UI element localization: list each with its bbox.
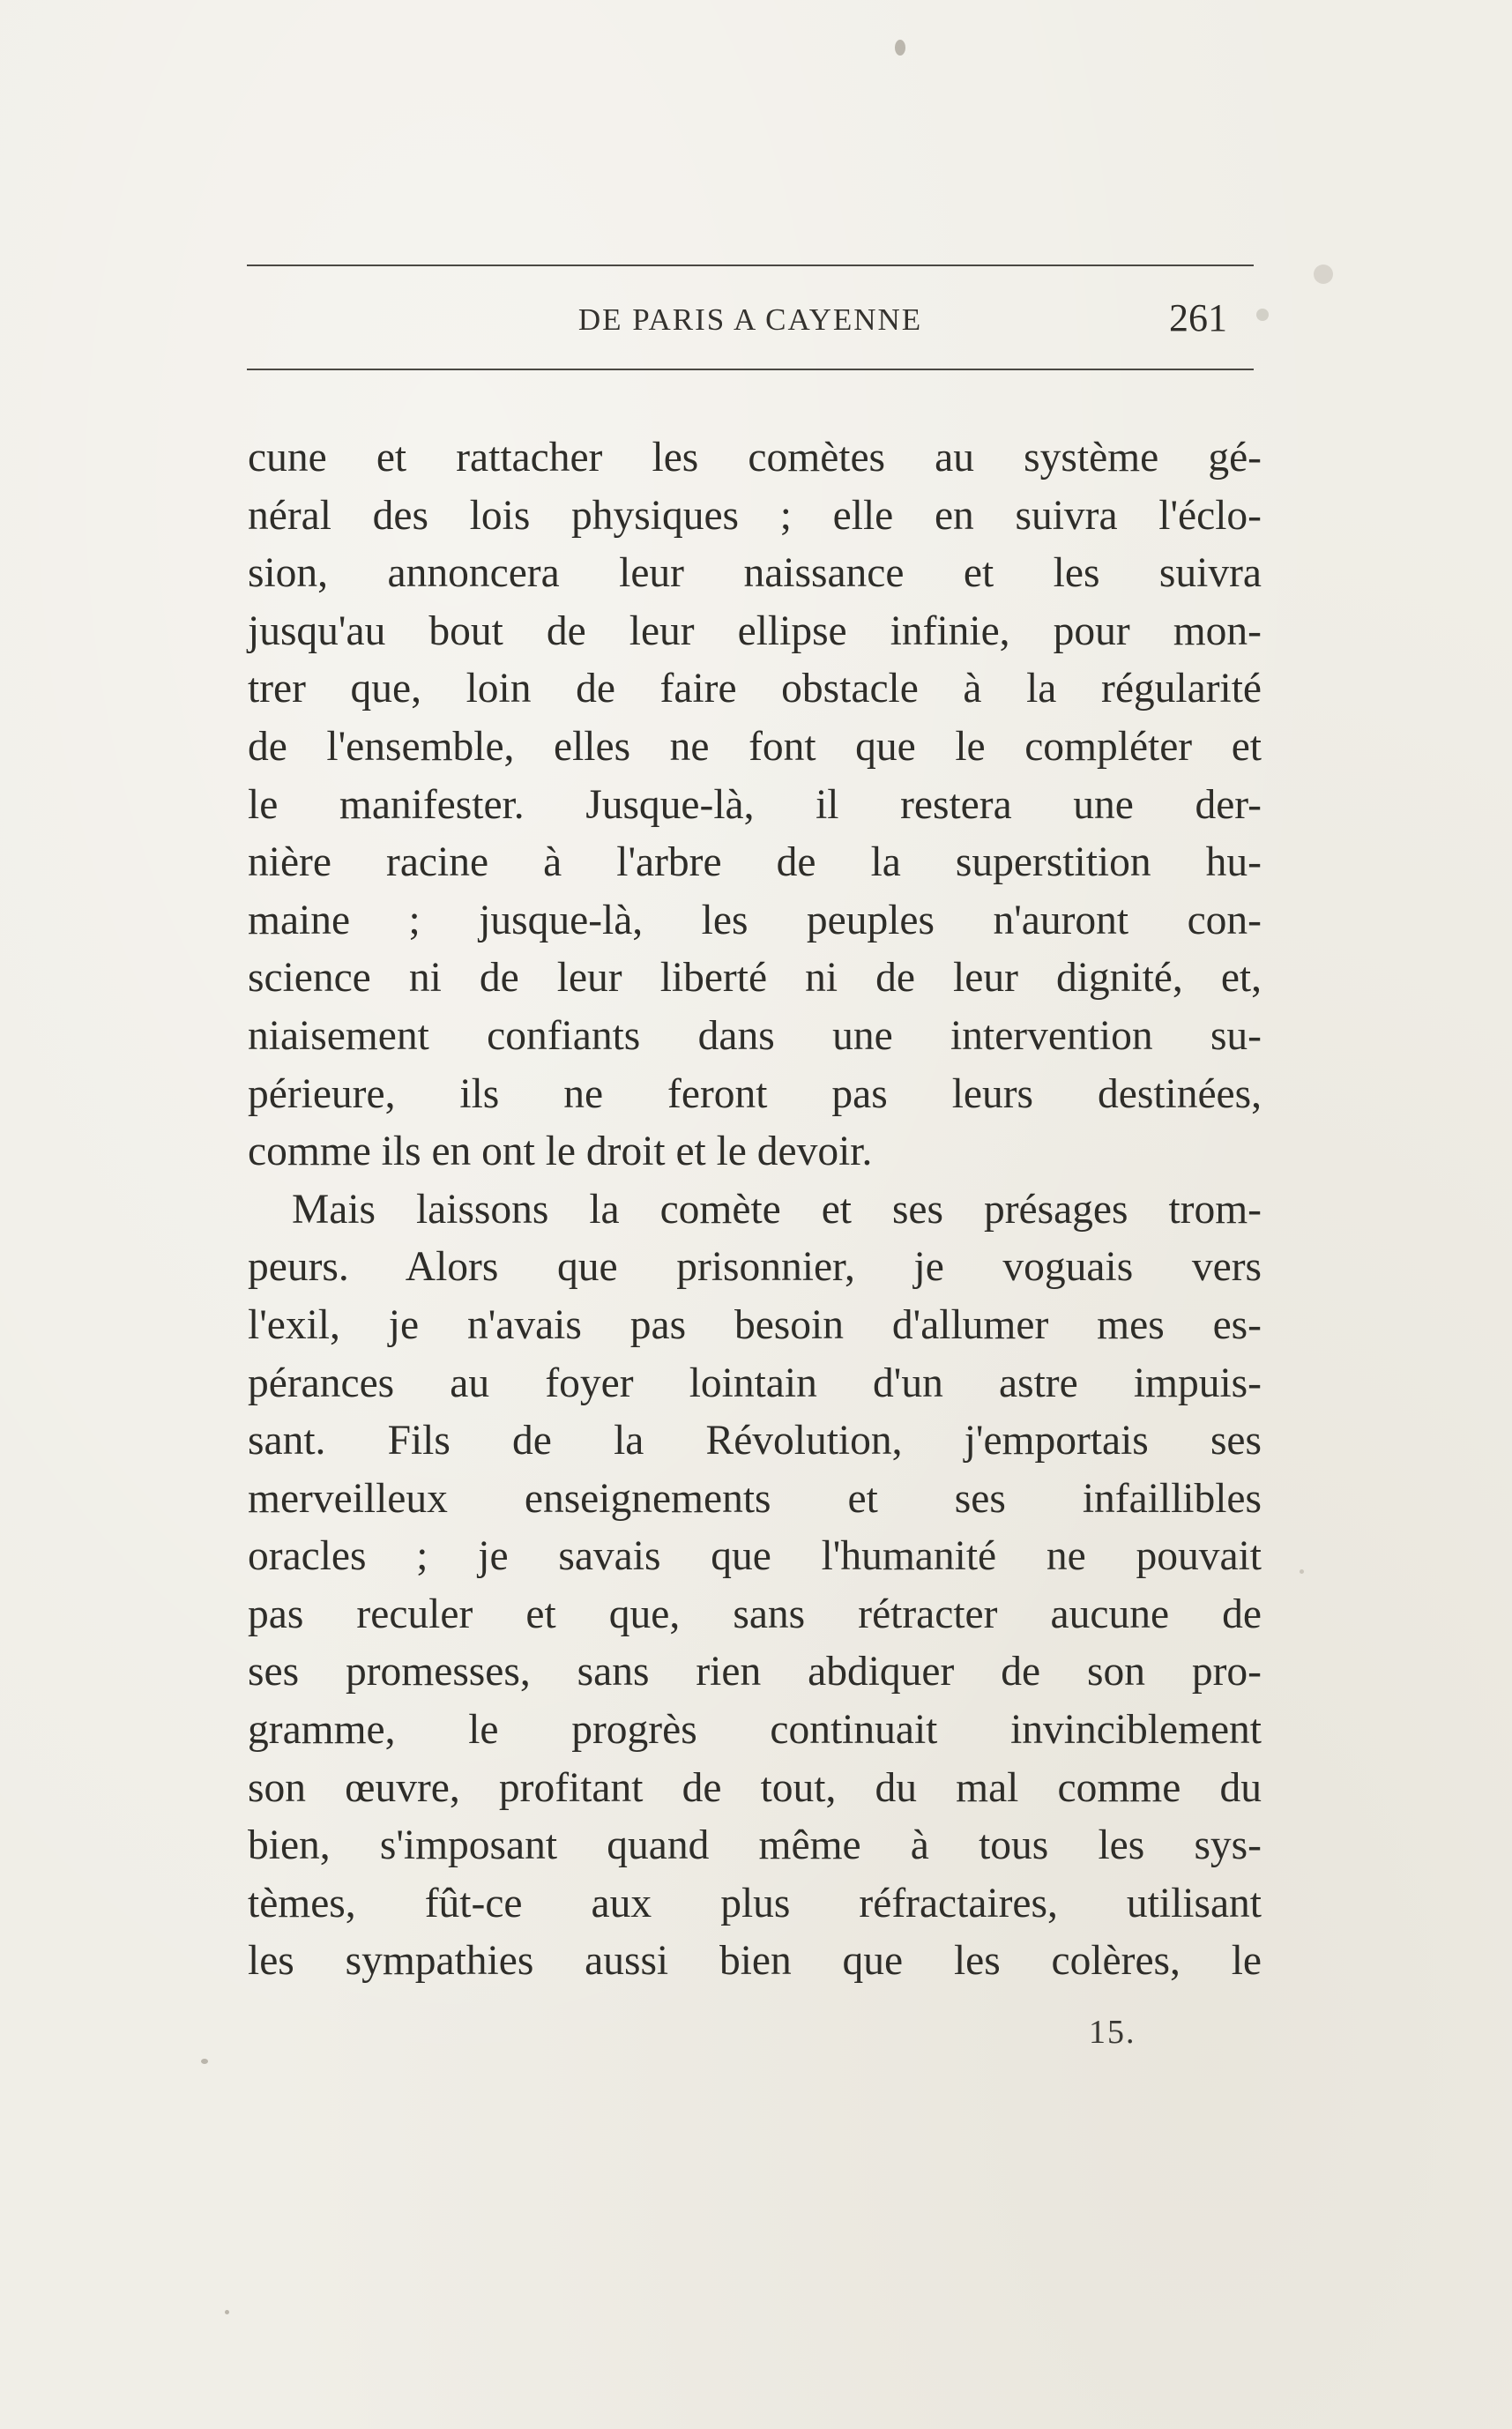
running-head: [247, 295, 1254, 348]
text-line: néral des lois physiques ; elle en suivra l'éclo-: [248, 492, 1262, 539]
text-line: ses promesses, sans rien abdiquer de son pro-: [248, 1649, 1262, 1695]
body-text: [248, 429, 1262, 1991]
text-line: le manifester. Jusque-là, il restera une der-: [248, 781, 1262, 828]
paper-speck: [1256, 309, 1269, 321]
text-line: pérances au foyer lointain d'un astre impuis-: [248, 1360, 1262, 1406]
text-line: science ni de leur liberté ni de leur dignité, et,: [248, 955, 1262, 1002]
text-line: maine ; jusque-là, les peuples n'auront con-: [248, 897, 1262, 943]
text-line: nière racine à l'arbre de la superstition hu-: [248, 839, 1262, 886]
running-title: DE PARIS A CAYENNE: [577, 302, 923, 337]
page-number: 261: [1169, 296, 1227, 339]
paper-speck: [225, 2310, 229, 2314]
header-rule-bottom: [247, 369, 1254, 370]
text-line: périeure, ils ne feront pas leurs destinées,: [248, 1070, 1262, 1117]
text-line: tèmes, fût-ce aux plus réfractaires, utilisant: [248, 1880, 1262, 1926]
paper-speck: [895, 40, 905, 56]
text-line: comme ils en ont le droit et le devoir.: [248, 1129, 873, 1175]
header-rule-top: [247, 265, 1254, 266]
signature-mark: 15.: [1089, 2014, 1136, 2051]
text-line: pas reculer et que, sans rétracter aucune de: [248, 1591, 1262, 1637]
text-line: gramme, le progrès continuait invinciblement: [248, 1707, 1262, 1754]
text-line: merveilleux enseignements et ses infaillibles: [248, 1475, 1262, 1522]
text-line: niaisement confiants dans une intervention su-: [248, 1012, 1262, 1059]
text-line: sant. Fils de la Révolution, j'emportais ses: [248, 1418, 1262, 1464]
text-line-indented: Mais laissons la comète et ses présages trom-: [292, 1186, 1262, 1233]
text-line: trer que, loin de faire obstacle à la régularité: [248, 666, 1262, 712]
text-line: bien, s'imposant quand même à tous les sys-: [248, 1822, 1262, 1869]
text-line: cune et rattacher les comètes au système gé-: [248, 435, 1262, 481]
text-line: de l'ensemble, elles ne font que le compléter et: [248, 723, 1262, 770]
text-line: l'exil, je n'avais pas besoin d'allumer mes es-: [248, 1301, 1262, 1348]
text-line: son œuvre, profitant de tout, du mal comme du: [248, 1764, 1262, 1811]
paper-speck: [1314, 265, 1333, 284]
paper-speck: [1300, 1569, 1304, 1574]
text-line: sion, annoncera leur naissance et les suivra: [248, 550, 1262, 597]
text-line: les sympathies aussi bien que les colères, le: [248, 1938, 1262, 1985]
paper-speck: [201, 2059, 208, 2064]
text-line: oracles ; je savais que l'humanité ne pouvait: [248, 1533, 1262, 1580]
text-line: peurs. Alors que prisonnier, je voguais vers: [248, 1244, 1262, 1291]
text-line: jusqu'au bout de leur ellipse infinie, pour mon-: [248, 607, 1262, 654]
